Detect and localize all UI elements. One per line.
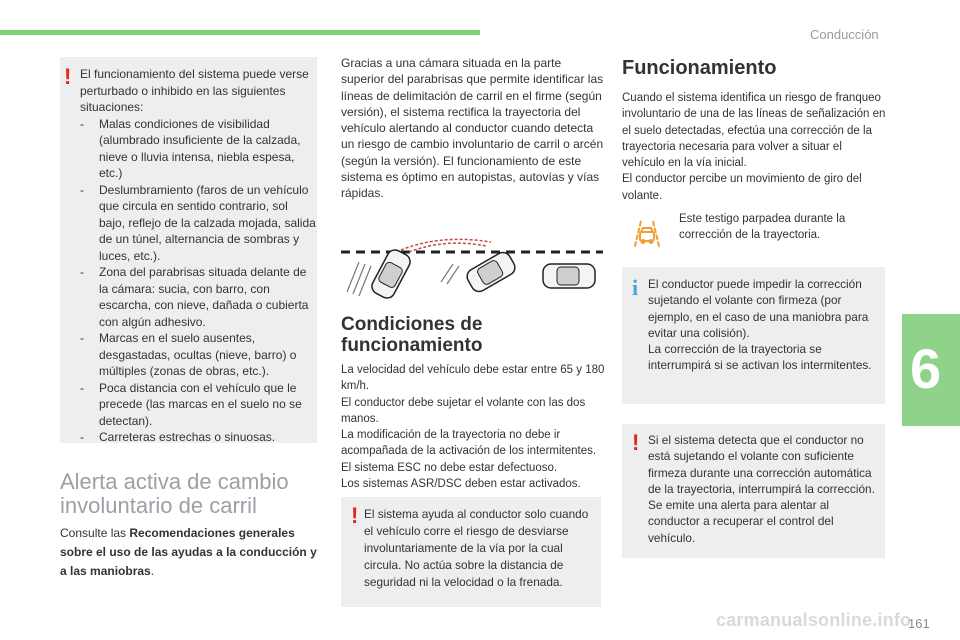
warning-icon: ! xyxy=(632,430,640,455)
limitation-item: - Poca distancia con el vehículo que le precede (las marcas en el suelo no se detectan). xyxy=(80,380,316,430)
conditions-text: La velocidad del vehículo debe estar entre 65 y 180 km/h. El conductor debe sujetar el volante con las dos manos. La modificación de la trayectoria no debe ir acompañada de la activación de los intermitentes. El sistema ESC no debe estar defectuoso. Los sistemas ASR/DSC deben estar activados. xyxy=(341,364,605,491)
watermark: carmanualsonline.info xyxy=(716,610,912,630)
override-info-text: El conductor puede impedir la corrección sujetando el volante con firmeza (por ejemplo, en el caso de una maniobra para evitar una colisión). La corrección de la trayectoria se interrumpirá si se activan los intermitentes. xyxy=(648,277,872,373)
limitation-item: - Marcas en el suelo ausentes, desgastadas, ocultas (nieve, barro) o múltiples (zonas de obras, etc.). xyxy=(80,330,316,380)
indicator-text: Este testigo parpadea durante la corrección de la trayectoria. xyxy=(679,213,846,242)
warning-icon: ! xyxy=(351,503,359,528)
grip-warning-text: Si el sistema detecta que el conductor no está sujetando el volante con suficiente firmeza durante una corrección automática de la trayectoria, interrumpirá la corrección. Se emite una alerta para alentar al conductor a recuperar el control del vehículo. xyxy=(648,433,875,545)
limitations-intro: El funcionamiento del sistema puede verse perturbado o inhibido en las siguientes situaciones: xyxy=(80,67,309,114)
section-title-alerta: Alerta activa de cambio involuntario de carril xyxy=(60,469,289,518)
limitation-item: - Malas condiciones de visibilidad (alumbrado insuficiente de la calzada, nieve o lluvia intensa, niebla espesa, etc.) xyxy=(80,116,316,182)
system-intro-text: Gracias a una cámara situada en la parte superior del parabrisas que permite identificar las líneas de delimitación de carril en el firme (según versión), el sistema rectifica la trayectoria del vehículo alertando al conductor cuando detecta un riesgo de cambio involuntario de carril o arcén (según la versión). El funcionamiento de este sistema es óptimo en autopistas, autovías y vías rápidas. xyxy=(341,56,604,201)
operation-text: Cuando el sistema identifica un riesgo de franqueo involuntario de una de las líneas de señalización en el suelo detectadas, efectúa una corrección de la trayectoria necesaria para volver a situar el vehículo en la vía inicial. El conductor percibe un movimiento de giro del volante. xyxy=(622,92,886,202)
limitation-item: - Zona del parabrisas situada delante de la cámara: sucia, con barro, con escarcha, con nieve, dañada o cubierta con algún adhesivo. xyxy=(80,264,316,330)
section-title-funcionamiento: Funcionamiento xyxy=(622,57,777,79)
limitations-content xyxy=(80,66,316,446)
limitations-list xyxy=(80,116,316,446)
chapter-number: 6 xyxy=(910,337,942,400)
section-title-condiciones: Condiciones de funcionamiento xyxy=(341,314,483,356)
consult-link-text: Recomendaciones generales sobre el uso de las ayudas a la conducción y a las maniobras xyxy=(60,526,317,578)
scope-warning-text: El sistema ayuda al conductor solo cuando el vehículo corre el riesgo de desviarse involuntariamente de la vía por la cual circula. No actúa sobre la distancia de seguridad ni la velocidad o la frenada. xyxy=(364,507,589,589)
consult-recommendations: Consulte las Recomendaciones generales sobre el uso de las ayudas a la conducción y a las maniobras. xyxy=(60,526,317,578)
lane-indicator-icon xyxy=(629,218,665,248)
limitation-item: - Carreteras estrechas o sinuosas. xyxy=(80,429,316,446)
lane-correction-diagram xyxy=(341,232,603,302)
limitation-item: - Deslumbramiento (faros de un vehículo que circula en sentido contrario, sol bajo, reflejo de la calzada mojada, salida de un túnel, alternancia de sombras y luces, etc.). xyxy=(80,182,316,265)
info-icon: i xyxy=(632,275,639,300)
chapter-tab xyxy=(902,314,960,426)
page-number: 161 xyxy=(908,616,930,631)
chapter-title: Conducción xyxy=(810,27,879,42)
header-accent-bar xyxy=(0,30,480,35)
warning-icon: ! xyxy=(64,64,72,89)
